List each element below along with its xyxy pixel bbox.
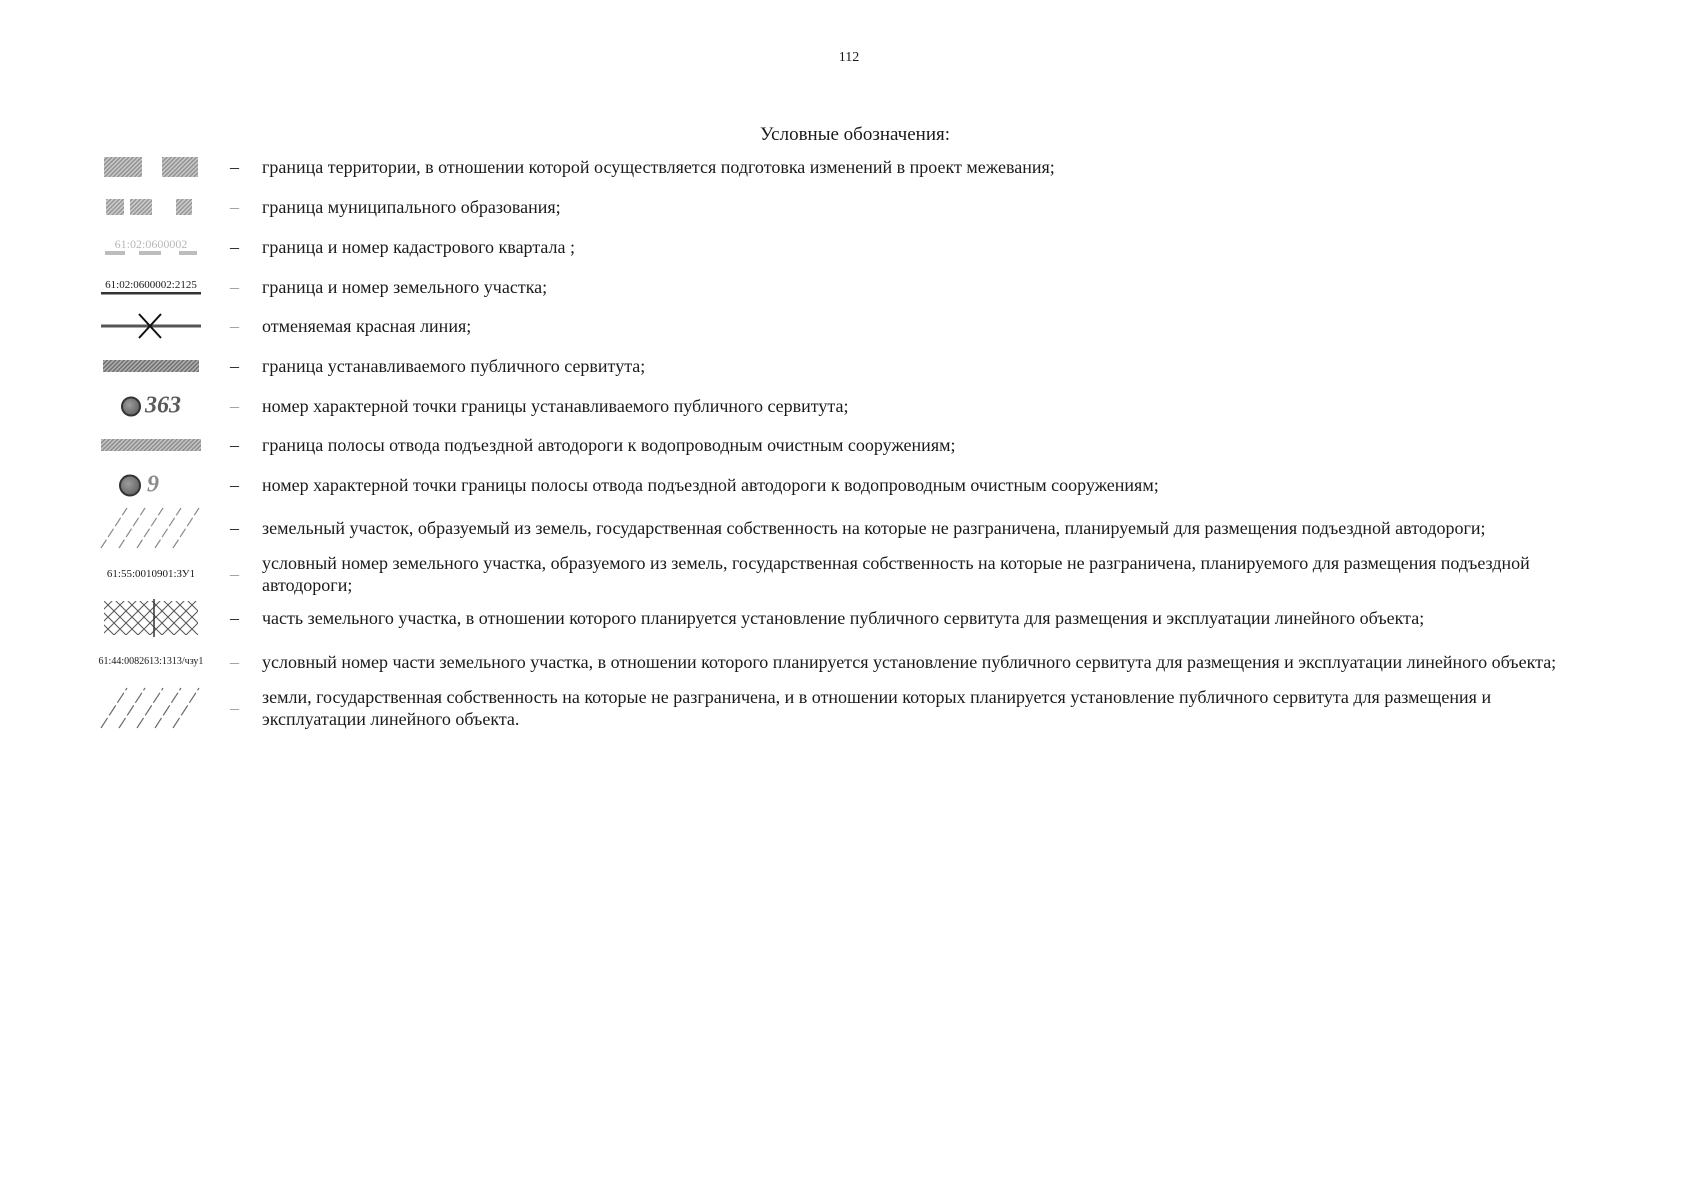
legend-dash: –	[230, 356, 239, 376]
legend-description: условный номер части земельного участка, в отношении которого планируется установление публичного сервитута для размещения и эксплуатации линейного объекта;	[262, 652, 1557, 672]
legend-description: номер характерной точки границы полосы отвода подъездной автодороги к водопроводным очистным сооружениям;	[262, 475, 1159, 495]
public-easement-boundary-symbol	[96, 359, 206, 373]
municipal-boundary-symbol	[96, 196, 206, 218]
legend-dash: –	[230, 396, 239, 416]
legend-description: граница территории, в отношении которой осуществляется подготовка изменений в проект межевания;	[262, 157, 1055, 177]
legend-item-road-strip-boundary	[0, 425, 1698, 465]
legend-dash: –	[230, 698, 239, 718]
legend-description: граница муниципального образования;	[262, 197, 561, 217]
legend-item-unpartitioned-land-easement	[0, 685, 1698, 731]
legend-description: граница полосы отвода подъездной автодороги к водопроводным очистным сооружениям;	[262, 435, 956, 455]
legend-item-easement-plot-part-number	[0, 639, 1698, 685]
legend-dash: –	[230, 652, 239, 672]
legend-item-planned-road-plot-number	[0, 551, 1698, 597]
legend-item-cancelled-red-line	[0, 306, 1698, 346]
road-strip-boundary-symbol	[96, 438, 206, 452]
planned-road-plot-symbol	[96, 506, 206, 550]
easement-point-number: 363	[145, 392, 181, 419]
cancelled-red-line-symbol	[96, 311, 206, 341]
point-circle-icon	[119, 474, 141, 496]
legend-item-easement-plot-part	[0, 597, 1698, 639]
legend-item-easement-point-number	[0, 386, 1698, 426]
easement-plot-part-symbol	[96, 599, 206, 637]
easement-plot-part-label: 61:44:0082613:1313/чзу1	[98, 656, 204, 667]
territory-boundary-symbol	[96, 155, 206, 179]
legend-description: граница и номер кадастрового квартала ;	[262, 237, 576, 257]
land-plot-label: 61:02:0600002:2125	[105, 279, 197, 291]
road-strip-point-symbol	[96, 472, 206, 499]
legend-description: граница устанавливаемого публичного сервитута;	[262, 356, 646, 376]
legend-item-cadastral-quarter	[0, 227, 1698, 267]
legend-title: Условные обозначения:	[759, 124, 951, 145]
easement-plot-part-number-symbol	[96, 656, 206, 668]
legend-item-public-easement-boundary	[0, 346, 1698, 386]
legend-dash: –	[230, 475, 239, 495]
legend-description: условный номер земельного участка, образуемого из земель, государственная собственность на которые не разграничена, планируемого для размещения подъездной автодороги;	[262, 553, 1530, 595]
legend-dash: –	[230, 564, 239, 584]
legend-dash: –	[230, 237, 239, 257]
legend-dash: –	[230, 608, 239, 628]
legend-item-land-plot	[0, 267, 1698, 307]
legend-description: земли, государственная собственность на которые не разграничена, и в отношении которых планируется установление публичного сервитута для размещения и эксплуатации линейного объекта.	[262, 687, 1492, 729]
legend-dash: –	[230, 157, 239, 177]
point-circle-icon	[121, 396, 141, 416]
unpartitioned-land-easement-symbol	[96, 686, 206, 730]
legend-item-planned-road-plot	[0, 505, 1698, 551]
legend-description: земельный участок, образуемый из земель, государственная собственность на которые не разграничена, планируемый для размещения подъездной автодороги;	[262, 518, 1486, 538]
legend-description: часть земельного участка, в отношении которого планируется установление публичного сервитута для размещения и эксплуатации линейного объекта;	[262, 608, 1425, 628]
legend-dash: –	[230, 518, 239, 538]
legend-dash: –	[230, 435, 239, 455]
legend-dash: –	[230, 197, 239, 217]
legend-item-territory-boundary	[0, 147, 1698, 187]
legend-description: отменяемая красная линия;	[262, 316, 472, 336]
road-strip-point-number: 9	[147, 471, 159, 498]
legend-item-road-strip-point-number	[0, 465, 1698, 505]
legend-description: граница и номер земельного участка;	[262, 277, 548, 297]
planned-road-plot-label: 61:55:0010901:ЗУ1	[106, 568, 196, 580]
land-plot-symbol	[96, 279, 206, 295]
page-number: 112	[838, 50, 860, 65]
legend-description: номер характерной точки границы устанавливаемого публичного сервитута;	[262, 396, 849, 416]
legend-dash: –	[230, 316, 239, 336]
legend-dash: –	[230, 277, 239, 297]
cadastral-quarter-symbol	[96, 238, 206, 256]
cadastral-quarter-label: 61:02:0600002	[114, 237, 188, 251]
planned-road-plot-number-symbol	[96, 568, 206, 580]
legend-item-municipal-boundary	[0, 187, 1698, 227]
easement-point-symbol	[96, 393, 206, 420]
